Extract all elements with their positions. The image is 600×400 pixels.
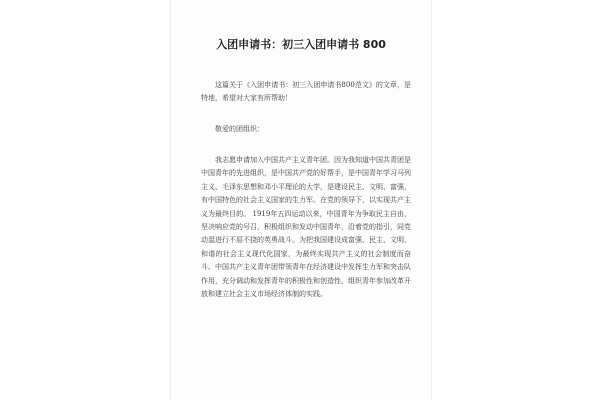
document-page xyxy=(170,0,432,400)
document-title: 入团申请书：初三入团申请书 800 xyxy=(216,38,386,51)
salutation: 敬爱的团组织： xyxy=(215,125,264,133)
body-paragraph: 我志愿申请加入中国共产主义青年团。因为我知道中国共青团是中国青年的先进组织，是中国共产党的好帮手，是中国青年学习马列主义、毛泽东思想和邓小平理论的大学，是建设民主、文明、富强，有中国特色的社会主义国家的生力军。在党的领导下，以实现共产主义为最终目的。 1919年五四运动以来，中国青年为争取民主自由，坚决响应党的号召，积极组织和发动中国青年，沿着党的指引，同党动湿进行不屈不挠的英勇战斗。为把我国建设成富强、民主、文明、和谐的社会主义现代化国家，为最终实现共产主义的社会制度而奋斗。中国共产主义青年团带领青年在经济建设中发挥生力军和突击队作用，充分调动和发挥青年的积极性和创造性，组织青年参加改革开放和建立社会主义市场经济体制的实践。 xyxy=(201,156,411,299)
intro-paragraph: 这篇关于《入团申请书：初三入团申请书800范文》的文章，是特地，希望对大家有所帮助！ xyxy=(201,81,411,103)
